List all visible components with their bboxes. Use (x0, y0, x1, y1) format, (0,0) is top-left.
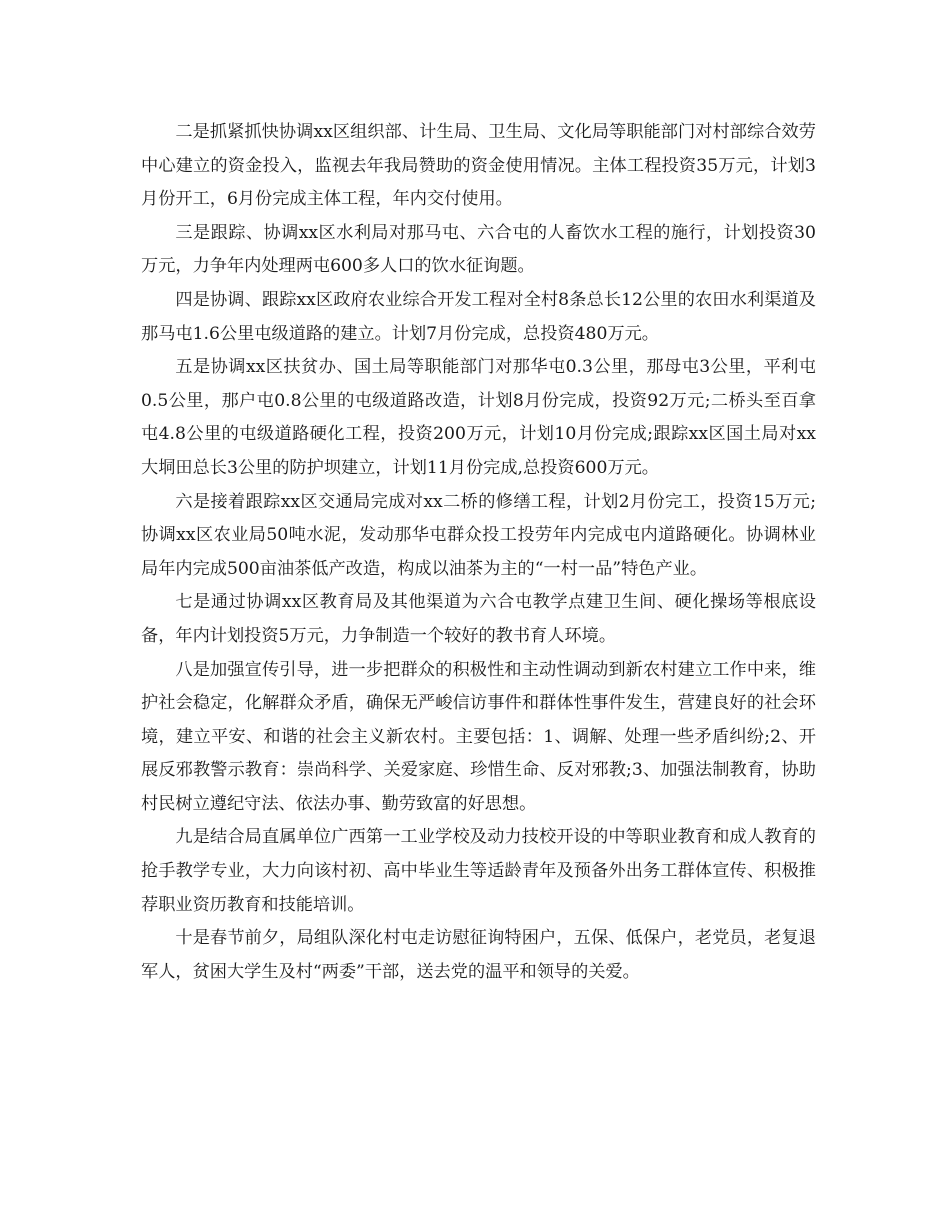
paragraph-6: 六是接着跟踪xx区交通局完成对xx二桥的修缮工程，计划2月份完工，投资15万元;协调xx区农业局50吨水泥，发动那华屯群众投工投劳年内完成屯内道路硬化。协调林业局年内完成500亩油茶低产改造，构成以油茶为主的“一村一品”特色产业。 (141, 491, 816, 579)
paragraph-10: 十是春节前夕，局组队深化村屯走访慰征询特困户，五保、低保户，老党员，老复退军人，贫困大学生及村“两委”干部，送去党的温平和领导的关爱。 (141, 928, 816, 982)
paragraph-5: 五是协调xx区扶贫办、国土局等职能部门对那华屯0.3公里，那母屯3公里，平利屯0.5公里，那户屯0.8公里的屯级道路改造，计划8月份完成，投资92万元;二桥头至百拿屯4.8公里的屯级道路硬化工程，投资200万元，计划10月份完成;跟踪xx区国土局对xx大垌田总长3公里的防护坝建立，计划11月份完成,总投资600万元。 (141, 357, 816, 478)
document-body (141, 116, 816, 989)
paragraph-3: 三是跟踪、协调xx区水利局对那马屯、六合屯的人畜饮水工程的施行，计划投资30万元，力争年内处理两屯600多人口的饮水征询题。 (141, 222, 816, 277)
paragraph-9: 九是结合局直属单位广西第一工业学校及动力技校开设的中等职业教育和成人教育的抢手教学专业，大力向该村初、高中毕业生等适龄青年及预备外出务工群体宣传、积极推荐职业资历教育和技能培训。 (141, 827, 816, 915)
paragraph-8: 八是加强宣传引导，进一步把群众的积极性和主动性调动到新农村建立工作中来，维护社会稳定，化解群众矛盾，确保无严峻信访事件和群体性事件发生，营建良好的社会环境，建立平安、和谐的社会主义新农村。主要包括：1、调解、处理一些矛盾纠纷;2、开展反邪教警示教育：崇尚科学、关爱家庭、珍惜生命、反对邪教;3、加强法制教育，协助村民树立遵纪守法、依法办事、勤劳致富的好思想。 (141, 659, 816, 814)
paragraph-2: 二是抓紧抓快协调xx区组织部、计生局、卫生局、文化局等职能部门对村部综合效劳中心建立的资金投入，监视去年我局赞助的资金使用情况。主体工程投资35万元，计划3月份开工，6月份完成主体工程，年内交付使用。 (141, 122, 816, 210)
paragraph-4: 四是协调、跟踪xx区政府农业综合开发工程对全村8条总长12公里的农田水利渠道及那马屯1.6公里屯级道路的建立。计划7月份完成，总投资480万元。 (141, 289, 816, 344)
paragraph-7: 七是通过协调xx区教育局及其他渠道为六合屯教学点建卫生间、硬化操场等根底设备，年内计划投资5万元，力争制造一个较好的教书育人环境。 (141, 592, 816, 646)
